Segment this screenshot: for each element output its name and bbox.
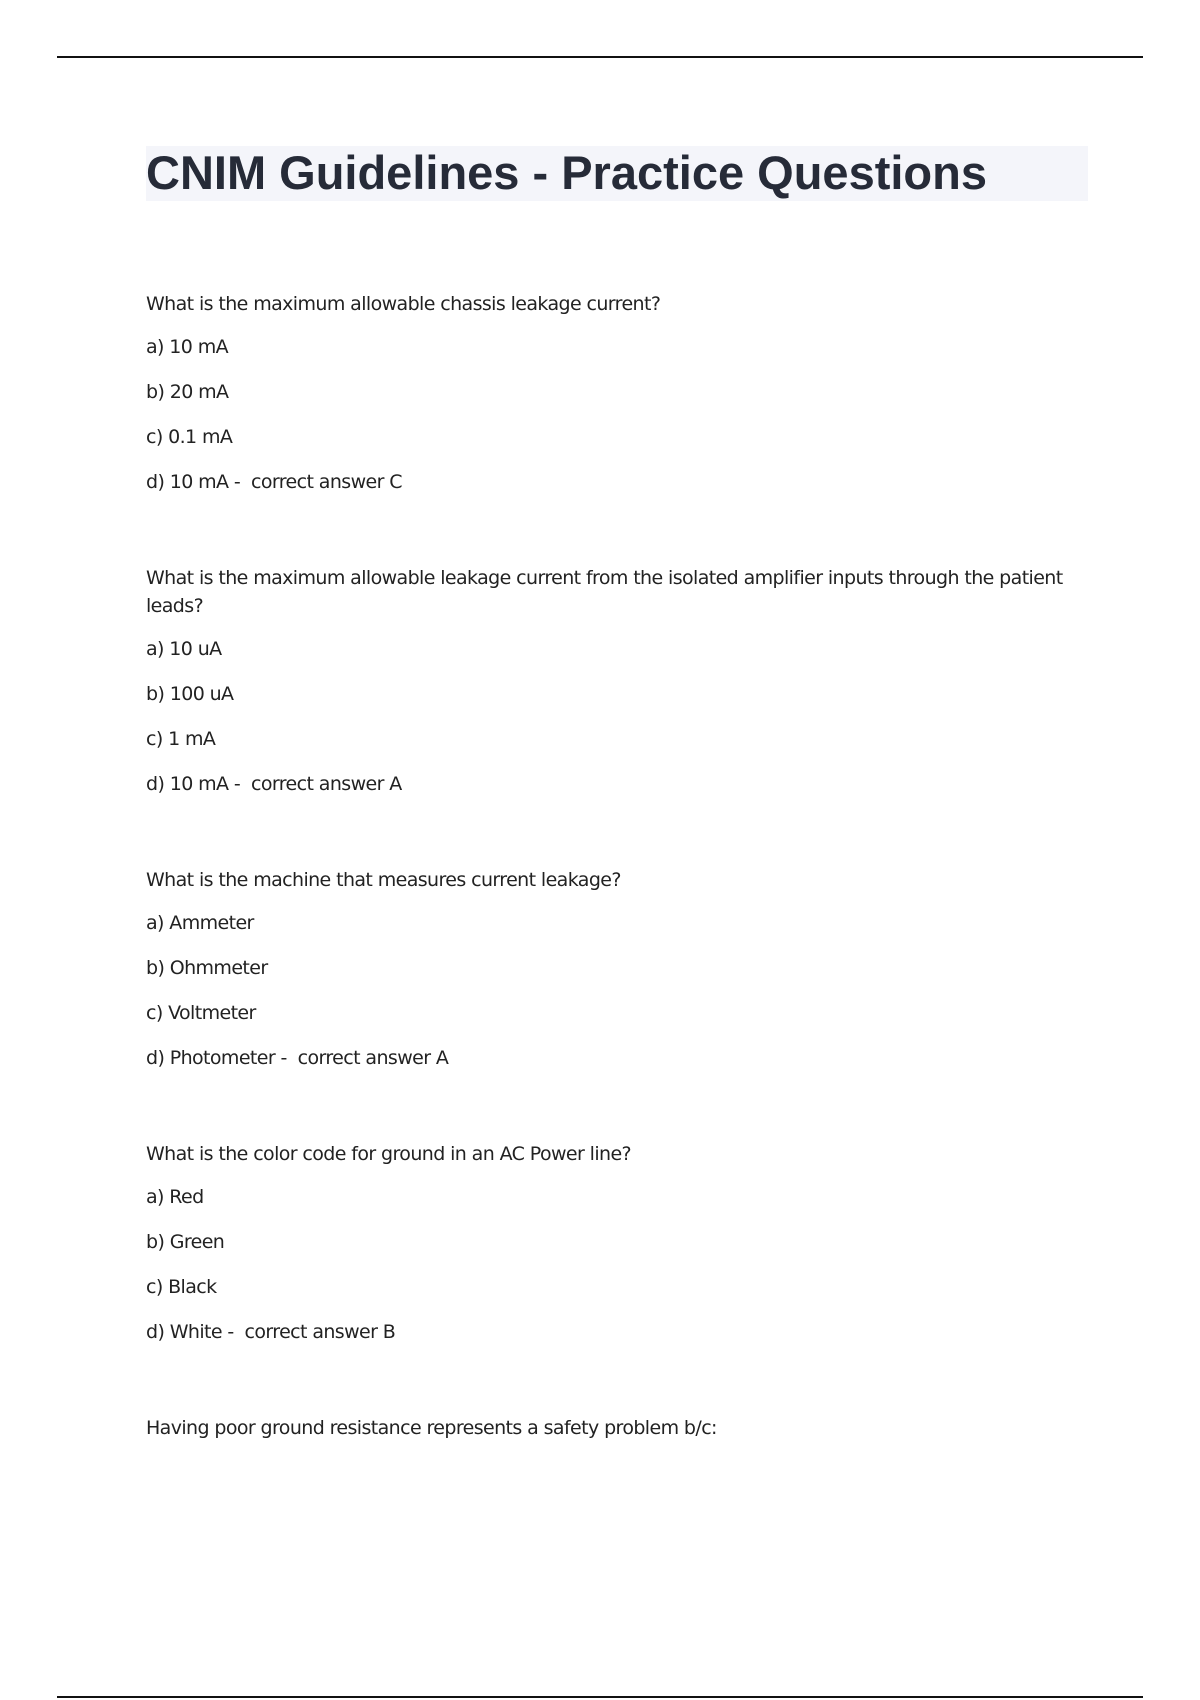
option-b: b) Green — [146, 1231, 225, 1253]
correct-answer: correct answer A — [297, 1047, 449, 1069]
option-c: c) 0.1 mA — [146, 426, 233, 448]
option-b: b) 20 mA — [146, 381, 229, 403]
option-d-text: d) 10 mA — [146, 773, 229, 795]
question-block — [146, 866, 1086, 1072]
question-block — [146, 290, 1086, 496]
option-d: d) 10 mA - correct answer C — [146, 471, 402, 493]
question-text: What is the maximum allowable chassis leakage current? — [146, 293, 661, 315]
question-text: What is the maximum allowable leakage current from the isolated amplifier inputs through the patient leads? — [146, 567, 1063, 617]
option-d-text: d) White — [146, 1321, 222, 1343]
page-title: CNIM Guidelines - Practice Questions — [146, 146, 987, 199]
question-list — [146, 290, 1086, 1510]
option-a: a) 10 uA — [146, 638, 222, 660]
correct-answer: correct answer C — [251, 471, 402, 493]
top-rule — [57, 56, 1143, 58]
option-c: c) 1 mA — [146, 728, 216, 750]
option-c: c) Voltmeter — [146, 1002, 256, 1024]
option-a: a) Ammeter — [146, 912, 254, 934]
option-d: d) 10 mA - correct answer A — [146, 773, 402, 795]
option-b: b) 100 uA — [146, 683, 234, 705]
question-block — [146, 564, 1086, 798]
question-text: What is the machine that measures current leakage? — [146, 869, 621, 891]
option-b: b) Ohmmeter — [146, 957, 268, 979]
option-d-text: d) 10 mA — [146, 471, 229, 493]
question-block — [146, 1140, 1086, 1346]
option-c: c) Black — [146, 1276, 217, 1298]
option-a: a) Red — [146, 1186, 204, 1208]
bottom-rule — [57, 1696, 1143, 1698]
correct-answer: correct answer B — [244, 1321, 396, 1343]
question-text: What is the color code for ground in an AC Power line? — [146, 1143, 632, 1165]
option-d: d) Photometer - correct answer A — [146, 1047, 449, 1069]
option-d: d) White - correct answer B — [146, 1321, 396, 1343]
correct-answer: correct answer A — [251, 773, 402, 795]
option-d-text: d) Photometer — [146, 1047, 276, 1069]
question-block — [146, 1414, 1086, 1442]
question-text: Having poor ground resistance represents a safety problem b/c: — [146, 1417, 717, 1439]
option-a: a) 10 mA — [146, 336, 229, 358]
